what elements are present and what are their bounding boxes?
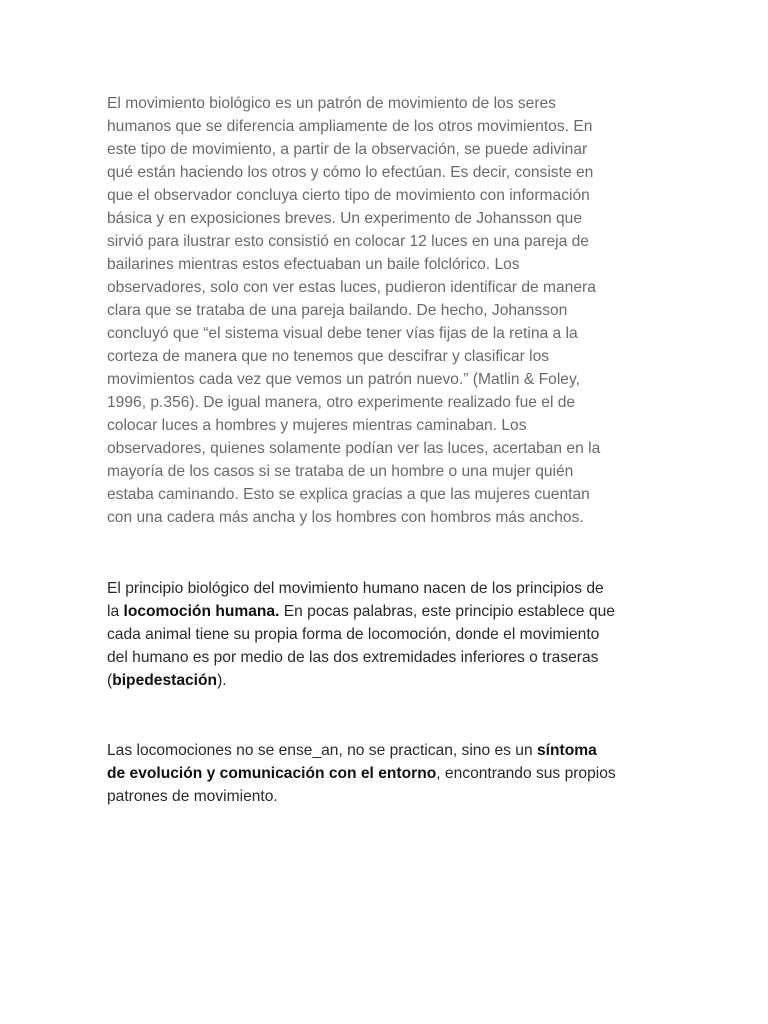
text-line: qué están haciendo los otros y cómo lo efectúan. Es decir, consiste en — [107, 164, 594, 181]
paragraph-biological-movement — [107, 92, 637, 529]
text-line: estaba caminando. Esto se explica gracias a que las mujeres cuentan — [107, 486, 590, 503]
text-line: 1996, p.356). De igual manera, otro experimente realizado fue el de — [107, 394, 576, 411]
text-run: ). — [217, 672, 227, 689]
bold-term-evolucion: de evolución y comunicación con el entorno — [107, 765, 437, 782]
text-run: Las locomociones no se ense_an, no se practican, sino es un — [107, 742, 537, 759]
text-line: cada animal tiene su propia forma de locomoción, donde el movimiento — [107, 626, 600, 643]
bold-term-bipedestacion: bipedestación — [112, 672, 218, 689]
paragraph-locomotions — [107, 739, 637, 808]
text-line: patrones de movimiento. — [107, 788, 278, 805]
bold-term-locomocion: locomoción humana. — [123, 603, 280, 620]
bold-term-sintoma: síntoma — [536, 742, 597, 759]
text-line: que el observador concluya cierto tipo de movimiento con información — [107, 187, 590, 204]
text-line: colocar luces a hombres y mujeres mientras caminaban. Los — [107, 417, 527, 434]
paragraph-biological-principle — [107, 577, 637, 692]
text-run: la — [107, 603, 124, 620]
text-line — [107, 600, 637, 623]
text-line: sirvió para ilustrar esto consistió en colocar 12 luces en una pareja de — [107, 233, 589, 250]
text-line: bailarines mientras estos efectuaban un baile folclórico. Los — [107, 256, 520, 273]
text-line: del humano es por medio de las dos extremidades inferiores o traseras — [107, 649, 599, 666]
text-line: básica y en exposiciones breves. Un experimento de Johansson que — [107, 210, 583, 227]
text-line: con una cadera más ancha y los hombres con hombros más anchos. — [107, 509, 584, 526]
text-line: El movimiento biológico es un patrón de movimiento de los seres — [107, 95, 556, 112]
text-line: corteza de manera que no tenemos que descifrar y clasificar los — [107, 348, 550, 365]
text-line: movimientos cada vez que vemos un patrón nuevo.” (Matlin & Foley, — [107, 371, 580, 388]
text-line: El principio biológico del movimiento humano nacen de los principios de — [107, 580, 604, 597]
text-line: clara que se trataba de una pareja bailando. De hecho, Johansson — [107, 302, 568, 319]
text-line: este tipo de movimiento, a partir de la observación, se puede adivinar — [107, 141, 588, 158]
text-line: observadores, solo con ver estas luces, pudieron identificar de manera — [107, 279, 596, 296]
text-line — [107, 669, 637, 692]
text-line: mayoría de los casos si se trataba de un hombre o una mujer quién — [107, 463, 574, 480]
text-run: , encontrando sus propios — [436, 765, 616, 782]
text-run: En pocas palabras, este principio establece que — [279, 603, 615, 620]
text-line: humanos que se diferencia ampliamente de los otros movimientos. En — [107, 118, 593, 135]
text-line: concluyó que “el sistema visual debe tener vías fijas de la retina a la — [107, 325, 578, 342]
text-line — [107, 739, 637, 762]
text-line: observadores, quienes solamente podían ver las luces, acertaban en la — [107, 440, 601, 457]
text-run: ( — [107, 672, 113, 689]
text-line — [107, 762, 637, 785]
